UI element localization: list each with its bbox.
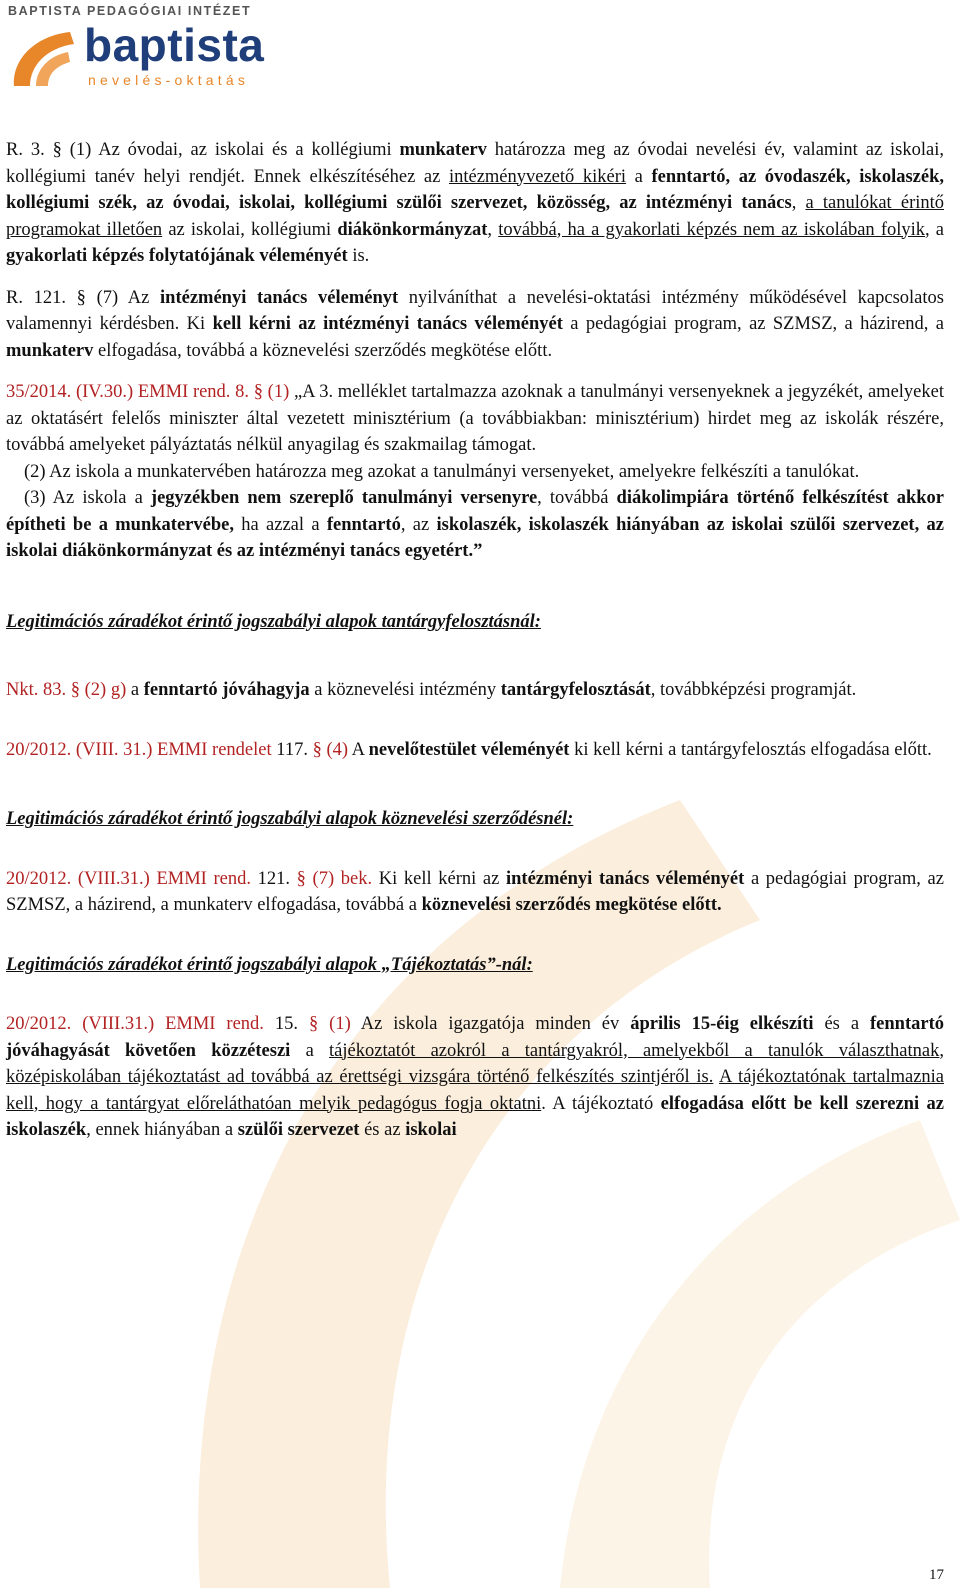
legal-reference: 20/2012. (VIII. 31.) EMMI rendelet [6,739,272,760]
paragraph-emmi-8-1 [6,379,944,459]
paragraph-rendelet-15 [6,1011,944,1144]
text-segment: szülői szervezet [237,1120,360,1140]
text-segment: „A 3. melléklet tartalmazza azoknak a tanulmányi versenyeknek a jegyzékét, amelyeket az oktatásért felelős miniszter által vezetett minisztérium (a továbbiakban: minisztérium) hirdet meg az iskolák részére, továbbá amelyeket pályáztatás nélkül anyagilag és szakmailag támogat. [6,382,944,455]
legal-subsection: § (1) [249,382,294,402]
text-segment: fenntartó jóváhagyja [143,680,310,700]
legal-reference: R. 121. [6,287,66,308]
text-segment: tantárgyfelosztását [500,680,651,700]
section-heading-szerzodes: Legitimációs záradékot érintő jogszabályi alapok köznevelési szerződésnél: [6,809,574,829]
text-segment: az iskolai, kollégiumi [162,219,338,240]
text-segment: diákolimpiára történő felkészítést akkor építheti be a munkatervébe, [6,488,944,535]
text-segment: a [290,1040,330,1061]
text-segment: fenntartó jóváhagyását követően közzéteszi [6,1014,944,1061]
legal-subsection: § (2) g) [66,680,131,700]
text-segment: a pedagógiai program, az SZMSZ, a házirend, a munkaterv elfogadása, továbbá a [6,868,944,915]
legal-section-number: 121. [250,868,290,889]
legal-subsection: § (7) bek. [290,868,379,889]
brand-name: baptista [84,19,265,71]
text-segment: Ki kell kérni az [378,868,506,889]
document-body [6,137,944,1144]
institute-name: BAPTISTA PEDAGÓGIAI INTÉZET [8,4,252,18]
text-segment: (3) Az iskola a [24,488,151,508]
text-segment: középiskolában tájékoztatást ad továbbá az érettségi vizsgára történő felkészítés szintjéről is. [6,1067,714,1087]
text-segment: nevelőtestület véleményét [368,739,570,760]
text-segment: , továbbá [537,488,617,508]
legal-reference: R. 3. [6,140,45,160]
paragraph-r3 [6,137,944,270]
text-segment: továbbá, ha a gyakorlati képzés nem az iskolában folyik [498,219,926,240]
legal-subsection: § (4) [307,739,352,760]
text-segment: (2) Az iskola a munkatervében határozza meg azokat a tanulmányi versenyeket, amelyekre felkészíti a tanulókat. [24,461,860,482]
text-segment: és az [359,1120,406,1140]
text-segment: fenntartó [326,514,401,535]
section-heading-tantargyfelosztas: Legitimációs záradékot érintő jogszabályi alapok tantárgyfelosztásnál: [6,611,541,632]
paragraph-emmi-8-3 [6,485,944,565]
legal-reference: 20/2012. (VIII.31.) EMMI rend. [6,868,251,889]
text-segment: és a [813,1014,871,1034]
text-segment: a [130,680,144,700]
brand-tagline: nevelés-oktatás [88,72,250,88]
text-segment: A [351,739,369,760]
legal-reference: 35/2014. (IV.30.) EMMI rend. 8. [6,382,250,402]
text-segment: intézményvezető kikéri [448,166,627,187]
text-segment: köznevelési szerződés megkötése előtt. [421,895,722,915]
text-segment: elfogadása, továbbá a köznevelési szerződés megkötése előtt. [93,340,553,361]
text-segment: diákönkormányzat [337,219,488,240]
page-number: 17 [929,1567,944,1583]
text-segment: ki kell kérni a tantárgyfelosztás elfogadása előtt. [569,739,932,760]
text-segment: kell kérni az intézményi tanács véleményét [212,314,563,334]
text-segment: , a [925,219,945,240]
text-segment: iskolai [405,1120,457,1140]
section-heading-tajekoztatas: Legitimációs záradékot érintő jogszabályi alapok „Tájékoztatás”-nál: [6,954,533,975]
text-segment: is. [347,246,370,266]
legal-subsection: § (1) [298,1014,361,1034]
text-segment: a [626,166,652,187]
text-segment: a tanulókat érintő programokat illetően [6,193,945,240]
text-segment: , [939,1040,944,1061]
text-segment: munkaterv [399,140,487,160]
legal-subsection: § (7) [66,287,128,308]
text-segment: ha azzal a [233,514,327,535]
paragraph-nkt-83 [6,677,944,704]
text-segment: munkaterv [6,340,94,361]
legal-reference: Nkt. 83. [6,680,67,700]
text-segment: , [487,219,499,240]
paragraph-emmi-8-2 [6,459,944,486]
text-segment: elfogadása előtt be kell szerezni az iskolaszék [6,1093,944,1140]
paragraph-rendelet-117 [6,737,944,764]
institute-logo [6,4,266,94]
text-segment: iskolaszék, iskolaszék hiányában az iskolai szülői szervezet, az iskolai diákönkormányzat és az intézményi tanács egyetért.” [6,514,944,561]
text-segment: jegyzékben nem szereplő tanulmányi versenyre [150,488,538,508]
legal-section-number: 15. [263,1014,299,1034]
text-segment: , az [400,514,437,535]
text-segment: tájékoztatót azokról a tantárgyakról, amelyekből a tanulók választhatnak [329,1040,940,1061]
paragraph-r121 [6,285,944,365]
text-segment: A tájékoztatónak tartalmaznia kell, hogy a tantárgyat előreláthatóan melyik pedagógus fogja oktatni [6,1067,945,1114]
text-segment: , ennek hiányában a [86,1120,238,1140]
text-segment: Az óvodai, az iskolai és a kollégiumi [98,140,400,160]
text-segment: intézményi tanács véleményt [160,287,399,308]
text-segment: Az [127,287,161,308]
legal-reference: 20/2012. (VIII.31.) EMMI rend. [6,1014,264,1034]
text-segment: fenntartó, az óvodaszék, iskolaszék, kollégiumi szék, az óvodai, iskolai, kollégiumi szülői szervezet, közösség, az intézményi tanács [6,166,945,213]
text-segment: intézményi tanács véleményét [505,868,745,889]
text-segment: a köznevelési intézmény [309,680,501,700]
text-segment: Az iskola igazgatója minden év [360,1014,631,1034]
text-segment: április 15-éig elkészíti [630,1014,814,1034]
text-segment: . A tájékoztató [541,1093,661,1114]
text-segment: határozza meg az óvodai nevelési év, valamint az iskolai, kollégiumi tanév helyi rendjét. Ennek elkészítéséhez az [6,140,944,187]
text-segment: gyakorlati képzés folytatójának véleményét [6,246,348,266]
legal-section-number: 117. [271,739,308,760]
logo-swoosh-icon [8,26,80,92]
legal-subsection: § (1) [44,140,99,160]
paragraph-rendelet-121 [6,866,944,919]
text-segment: a pedagógiai program, az SZMSZ, a házirend, a [562,314,944,334]
text-segment: nyilváníthat a nevelési-oktatási intézmény működésével kapcsolatos valamennyi kérdésben. Ki [6,287,944,334]
text-segment: , továbbképzési programját. [650,680,857,700]
text-segment: , [791,193,806,213]
